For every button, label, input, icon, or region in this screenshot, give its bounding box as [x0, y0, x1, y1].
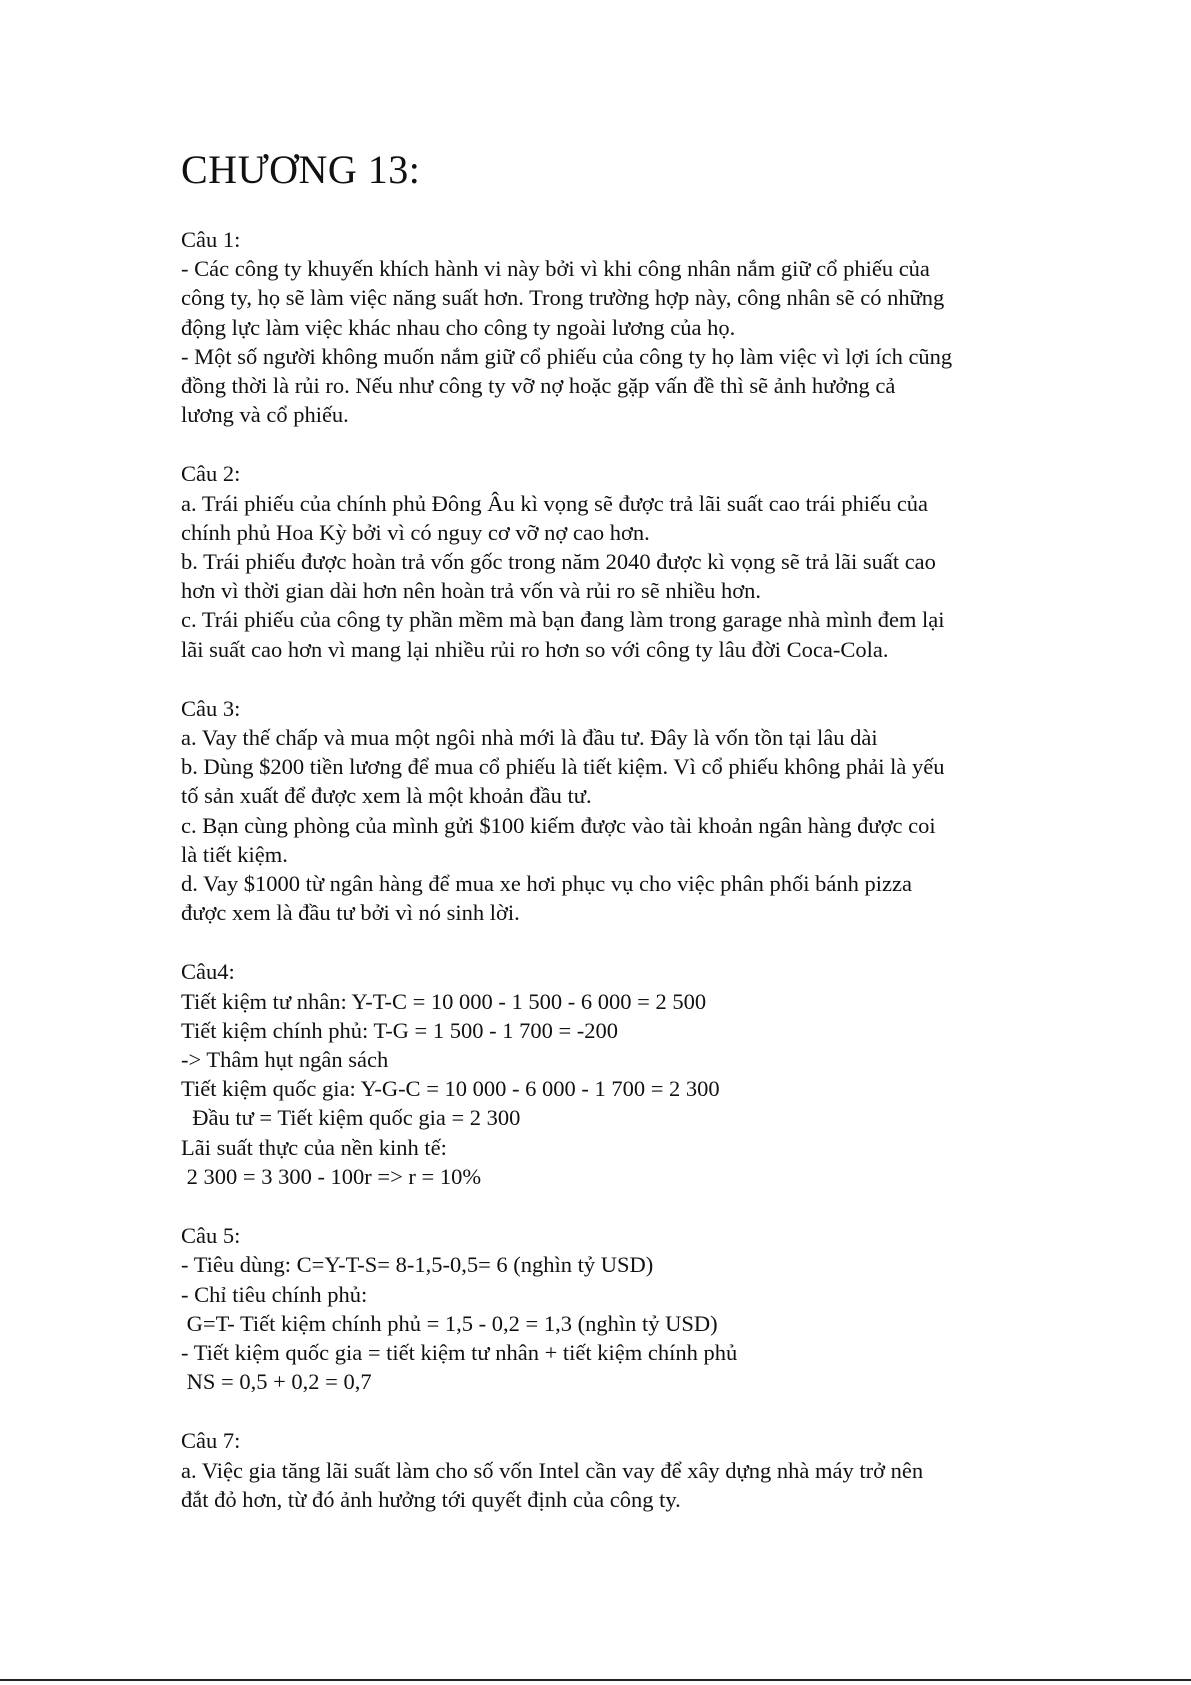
- page-bottom-rule: [0, 1679, 1191, 1681]
- text-line: c. Bạn cùng phòng của mình gửi $100 kiếm được vào tài khoản ngân hàng được coi: [181, 812, 936, 838]
- text-line: được xem là đầu tư bởi vì nó sinh lời.: [181, 900, 520, 926]
- text-line: - Chỉ tiêu chính phủ:: [181, 1281, 368, 1307]
- text-line: NS = 0,5 + 0,2 = 0,7: [181, 1369, 372, 1395]
- section-cau-7: [181, 1426, 1061, 1514]
- text-line: - Tiết kiệm quốc gia = tiết kiệm tư nhân + tiết kiệm chính phủ: [181, 1339, 738, 1365]
- text-line: tố sản xuất để được xem là một khoản đầu tư.: [181, 783, 592, 809]
- text-line: b. Trái phiếu được hoàn trả vốn gốc trong năm 2040 được kì vọng sẽ trả lãi suất cao: [181, 549, 936, 575]
- text-line: - Tiêu dùng: C=Y-T-S= 8-1,5-0,5= 6 (nghìn tỷ USD): [181, 1252, 654, 1278]
- text-line: a. Trái phiếu của chính phủ Đông Âu kì vọng sẽ được trả lãi suất cao trái phiếu của: [181, 490, 929, 516]
- text-line: Tiết kiệm tư nhân: Y-T-C = 10 000 - 1 500 - 6 000 = 2 500: [181, 988, 707, 1014]
- section-heading: Câu4:: [181, 959, 235, 985]
- text-line: G=T- Tiết kiệm chính phủ = 1,5 - 0,2 = 1,3 (nghìn tỷ USD): [181, 1310, 718, 1336]
- document-page: [181, 140, 1061, 1544]
- text-line: d. Vay $1000 từ ngân hàng để mua xe hơi phục vụ cho việc phân phối bánh pizza: [181, 871, 912, 897]
- section-heading: Câu 3:: [181, 695, 241, 721]
- section-cau-5: [181, 1221, 1061, 1396]
- chapter-title: CHƯƠNG 13:: [181, 147, 421, 192]
- text-line: lương và cổ phiếu.: [181, 402, 349, 428]
- section-cau-1: [181, 225, 1061, 429]
- text-line: chính phủ Hoa Kỳ bởi vì có nguy cơ vỡ nợ cao hơn.: [181, 519, 650, 545]
- text-line: đồng thời là rủi ro. Nếu như công ty vỡ nợ hoặc gặp vấn đề thì sẽ ảnh hưởng cả: [181, 373, 896, 399]
- section-heading: Câu 2:: [181, 461, 241, 487]
- section-heading: Câu 7:: [181, 1428, 241, 1454]
- section-heading: Câu 5:: [181, 1223, 241, 1249]
- text-line: - Một số người không muốn nắm giữ cổ phiếu của công ty họ làm việc vì lợi ích cũng: [181, 343, 953, 369]
- section-cau-2: [181, 459, 1061, 663]
- text-line: a. Vay thế chấp và mua một ngôi nhà mới là đầu tư. Đây là vốn tồn tại lâu dài: [181, 725, 878, 751]
- section-cau-4: [181, 957, 1061, 1191]
- text-line: -> Thâm hụt ngân sách: [181, 1047, 389, 1073]
- text-line: công ty, họ sẽ làm việc năng suất hơn. Trong trường hợp này, công nhân sẽ có những: [181, 285, 945, 311]
- section-cau-3: [181, 694, 1061, 928]
- text-line: động lực làm việc khác nhau cho công ty ngoài lương của họ.: [181, 314, 736, 340]
- text-line: Tiết kiệm chính phủ: T-G = 1 500 - 1 700 = -200: [181, 1017, 619, 1043]
- text-line: b. Dùng $200 tiền lương để mua cổ phiếu là tiết kiệm. Vì cổ phiếu không phải là yếu: [181, 754, 945, 780]
- text-line: c. Trái phiếu của công ty phần mềm mà bạn đang làm trong garage nhà mình đem lại: [181, 607, 945, 633]
- text-line: Lãi suất thực của nền kinh tế:: [181, 1134, 447, 1160]
- text-line: Đầu tư = Tiết kiệm quốc gia = 2 300: [181, 1105, 521, 1131]
- text-line: lãi suất cao hơn vì mang lại nhiều rủi ro hơn so với công ty lâu đời Coca-Cola.: [181, 636, 889, 662]
- section-heading: Câu 1:: [181, 227, 241, 252]
- text-line: 2 300 = 3 300 - 100r => r = 10%: [181, 1163, 482, 1189]
- text-line: là tiết kiệm.: [181, 841, 288, 867]
- text-line: a. Việc gia tăng lãi suất làm cho số vốn Intel cần vay để xây dựng nhà máy trở nên: [181, 1457, 924, 1483]
- text-line: Tiết kiệm quốc gia: Y-G-C = 10 000 - 6 000 - 1 700 = 2 300: [181, 1076, 720, 1102]
- text-line: - Các công ty khuyến khích hành vi này bởi vì khi công nhân nắm giữ cổ phiếu của: [181, 256, 930, 282]
- text-line: hơn vì thời gian dài hơn nên hoàn trả vốn và rủi ro sẽ nhiều hơn.: [181, 578, 761, 604]
- text-line: đắt đỏ hơn, từ đó ảnh hưởng tới quyết định của công ty.: [181, 1486, 681, 1512]
